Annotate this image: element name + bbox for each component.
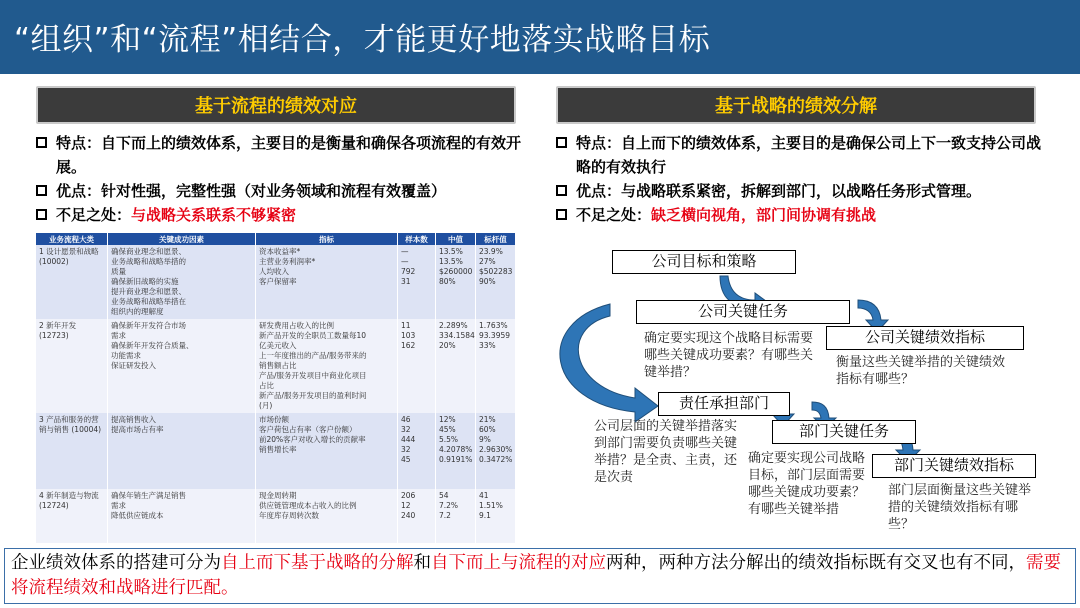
box-dept-kpi: 部门关键绩效指标 [872,454,1036,478]
table-cell: 确保年销生产满足销售 需求 降低供应链成本 [108,489,256,543]
table-row [36,413,516,489]
table-row [36,245,516,319]
footer-text: 企业绩效体系的搭建可分为 [11,553,221,573]
table-cell: 21% 60% 9% 2.9630% 0.3472% [476,413,516,489]
box-responsible-dept: 责任承担部门 [658,392,790,416]
table-cell: 1 设计愿景和战略 (10002) [36,245,108,319]
table-row [36,489,516,543]
text-company-kpi-question: 衡量这些关键举措的关键绩效指标有哪些？ [836,355,1006,387]
checkbox-icon [556,185,567,196]
checkbox-icon [556,137,567,148]
left-bullet-2 [36,179,526,203]
page-title: “组织”和“流程”相结合，才能更好地落实战略目标 [14,22,711,58]
left-bullet-text: 不足之处： [56,206,132,224]
table-header-cell: 样本数 [398,233,436,245]
table-header-cell: 业务流程大类 [36,233,108,245]
right-bullet-text: 特点：自上而下的绩效体系，主要目的是确保公司上下一致支持公司战略的有效执行 [576,134,1042,176]
table-row [36,319,516,413]
left-bullet-1 [36,131,526,179]
footer-emphasis: 需要将流程绩效和战略进行匹配。 [11,553,1061,598]
summary-footer [4,548,1076,604]
box-company-goals: 公司目标和策略 [612,250,796,274]
box-company-key-tasks: 公司关键任务 [636,300,850,324]
table-cell: 提高销售收入 提高市场占有率 [108,413,256,489]
title-bar [0,0,1080,74]
table-cell: 54 7.2% 7.2 [436,489,476,543]
text-dept-responsibility: 公司层面的关键举措落实到部门需要负责哪些关键举措？是全责、主责，还是次责 [594,419,738,485]
kpi-table [36,233,516,543]
table-cell: 研发费用占收入的比例 新产品开发的全职员工数量每10 亿美元收入 上一年度推出的产品/服务带来的 销售额占比 产品/服务开发项目中商业化项目 占比 新产品/服务开发项目的盈利时间 (月) [256,319,398,413]
table-cell: 2.289% 334.1584 20% [436,319,476,413]
table-cell: 13.5% 13.5% $260000 80% [436,245,476,319]
checkbox-icon [36,209,47,220]
table-cell: 2 新年开发 (12723) [36,319,108,413]
right-bullet-text: 优点：与战略联系紧密，拆解到部门，以战略任务形式管理。 [576,182,982,200]
left-bullet-3 [36,203,526,227]
table-cell: 市场份额 客户荷包占有率（客户份额） 前20%客户对收入增长的贡献率 销售增长率 [256,413,398,489]
right-heading: 基于战略的绩效分解 [556,86,1036,124]
table-cell: — — 792 31 [398,245,436,319]
footer-emphasis: 自下而上与流程的对应 [431,553,606,573]
box-dept-key-tasks: 部门关键任务 [772,420,916,444]
table-cell: 资本收益率* 主营业务利润率* 人均收入 客户保留率 [256,245,398,319]
footer-text: 和 [413,553,431,573]
left-bullet-emphasis: 与战略关系联系不够紧密 [131,206,297,224]
right-bullets [556,131,1046,227]
text-dept-key-factors: 确定要实现公司战略目标，部门层面需要哪些关键成功要素？有哪些关键举措 [748,451,866,517]
strategy-cascade-diagram [540,238,1080,548]
table-cell: 4 新年制造与物流 (12724) [36,489,108,543]
right-bullet-1 [556,131,1046,179]
right-bullet-emphasis: 缺乏横向视角，部门间协调有挑战 [651,206,877,224]
table-cell: 3 产品和服务的营 销与销售 (10004) [36,413,108,489]
text-dept-kpi-question: 部门层面衡量这些关键举措的关键绩效指标有哪些？ [888,483,1032,532]
table-cell: 确保新年开发符合市场 需求 确保新年开发符合质量、 功能需求 保证研发投入 [108,319,256,413]
right-bullet-text: 不足之处： [576,206,652,224]
checkbox-icon [556,209,567,220]
table-cell: 41 1.51% 9.1 [476,489,516,543]
text-company-key-factors: 确定要实现这个战略目标需要哪些关键成功要素？有哪些关键举措？ [644,331,814,380]
left-bullet-text: 优点：针对性强，完整性强（对业务领域和流程有效覆盖） [56,182,447,200]
footer-text: 两种，两种方法分解出的绩效指标既有交叉也有不同， [606,553,1026,573]
left-bullet-text: 特点：自下而上的绩效体系，主要目的是衡量和确保各项流程的有效开展。 [56,134,522,176]
table-header-cell: 标杆值 [476,233,516,245]
left-bullets [36,131,526,227]
table-header-cell: 关键成功因素 [108,233,256,245]
table-header-cell: 中值 [436,233,476,245]
right-bullet-3 [556,203,1046,227]
table-cell: 23.9% 27% $502283 90% [476,245,516,319]
left-heading: 基于流程的绩效对应 [36,86,516,124]
checkbox-icon [36,137,47,148]
footer-emphasis: 自上而下基于战略的分解 [221,553,414,573]
table-cell: 12% 45% 5.5% 4.2078% 0.9191% [436,413,476,489]
checkbox-icon [36,185,47,196]
table-cell: 确保商业理念和愿景、 业务战略和战略举措的 质量 确保新旧战略的实施 提升商业理念和愿景、 业务战略和战略举措在 组织内的理解度 [108,245,256,319]
table-cell: 1.763% 93.3959 33% [476,319,516,413]
table-header [36,233,516,245]
box-company-kpi: 公司关键绩效指标 [826,326,1024,350]
table-cell: 46 32 444 32 45 [398,413,436,489]
table-cell: 现金周转期 供应链管理成本占收入的比例 年度库存周转次数 [256,489,398,543]
table-header-cell: 指标 [256,233,398,245]
table-cell: 206 12 240 [398,489,436,543]
right-bullet-2 [556,179,1046,203]
table-cell: 11 103 162 [398,319,436,413]
